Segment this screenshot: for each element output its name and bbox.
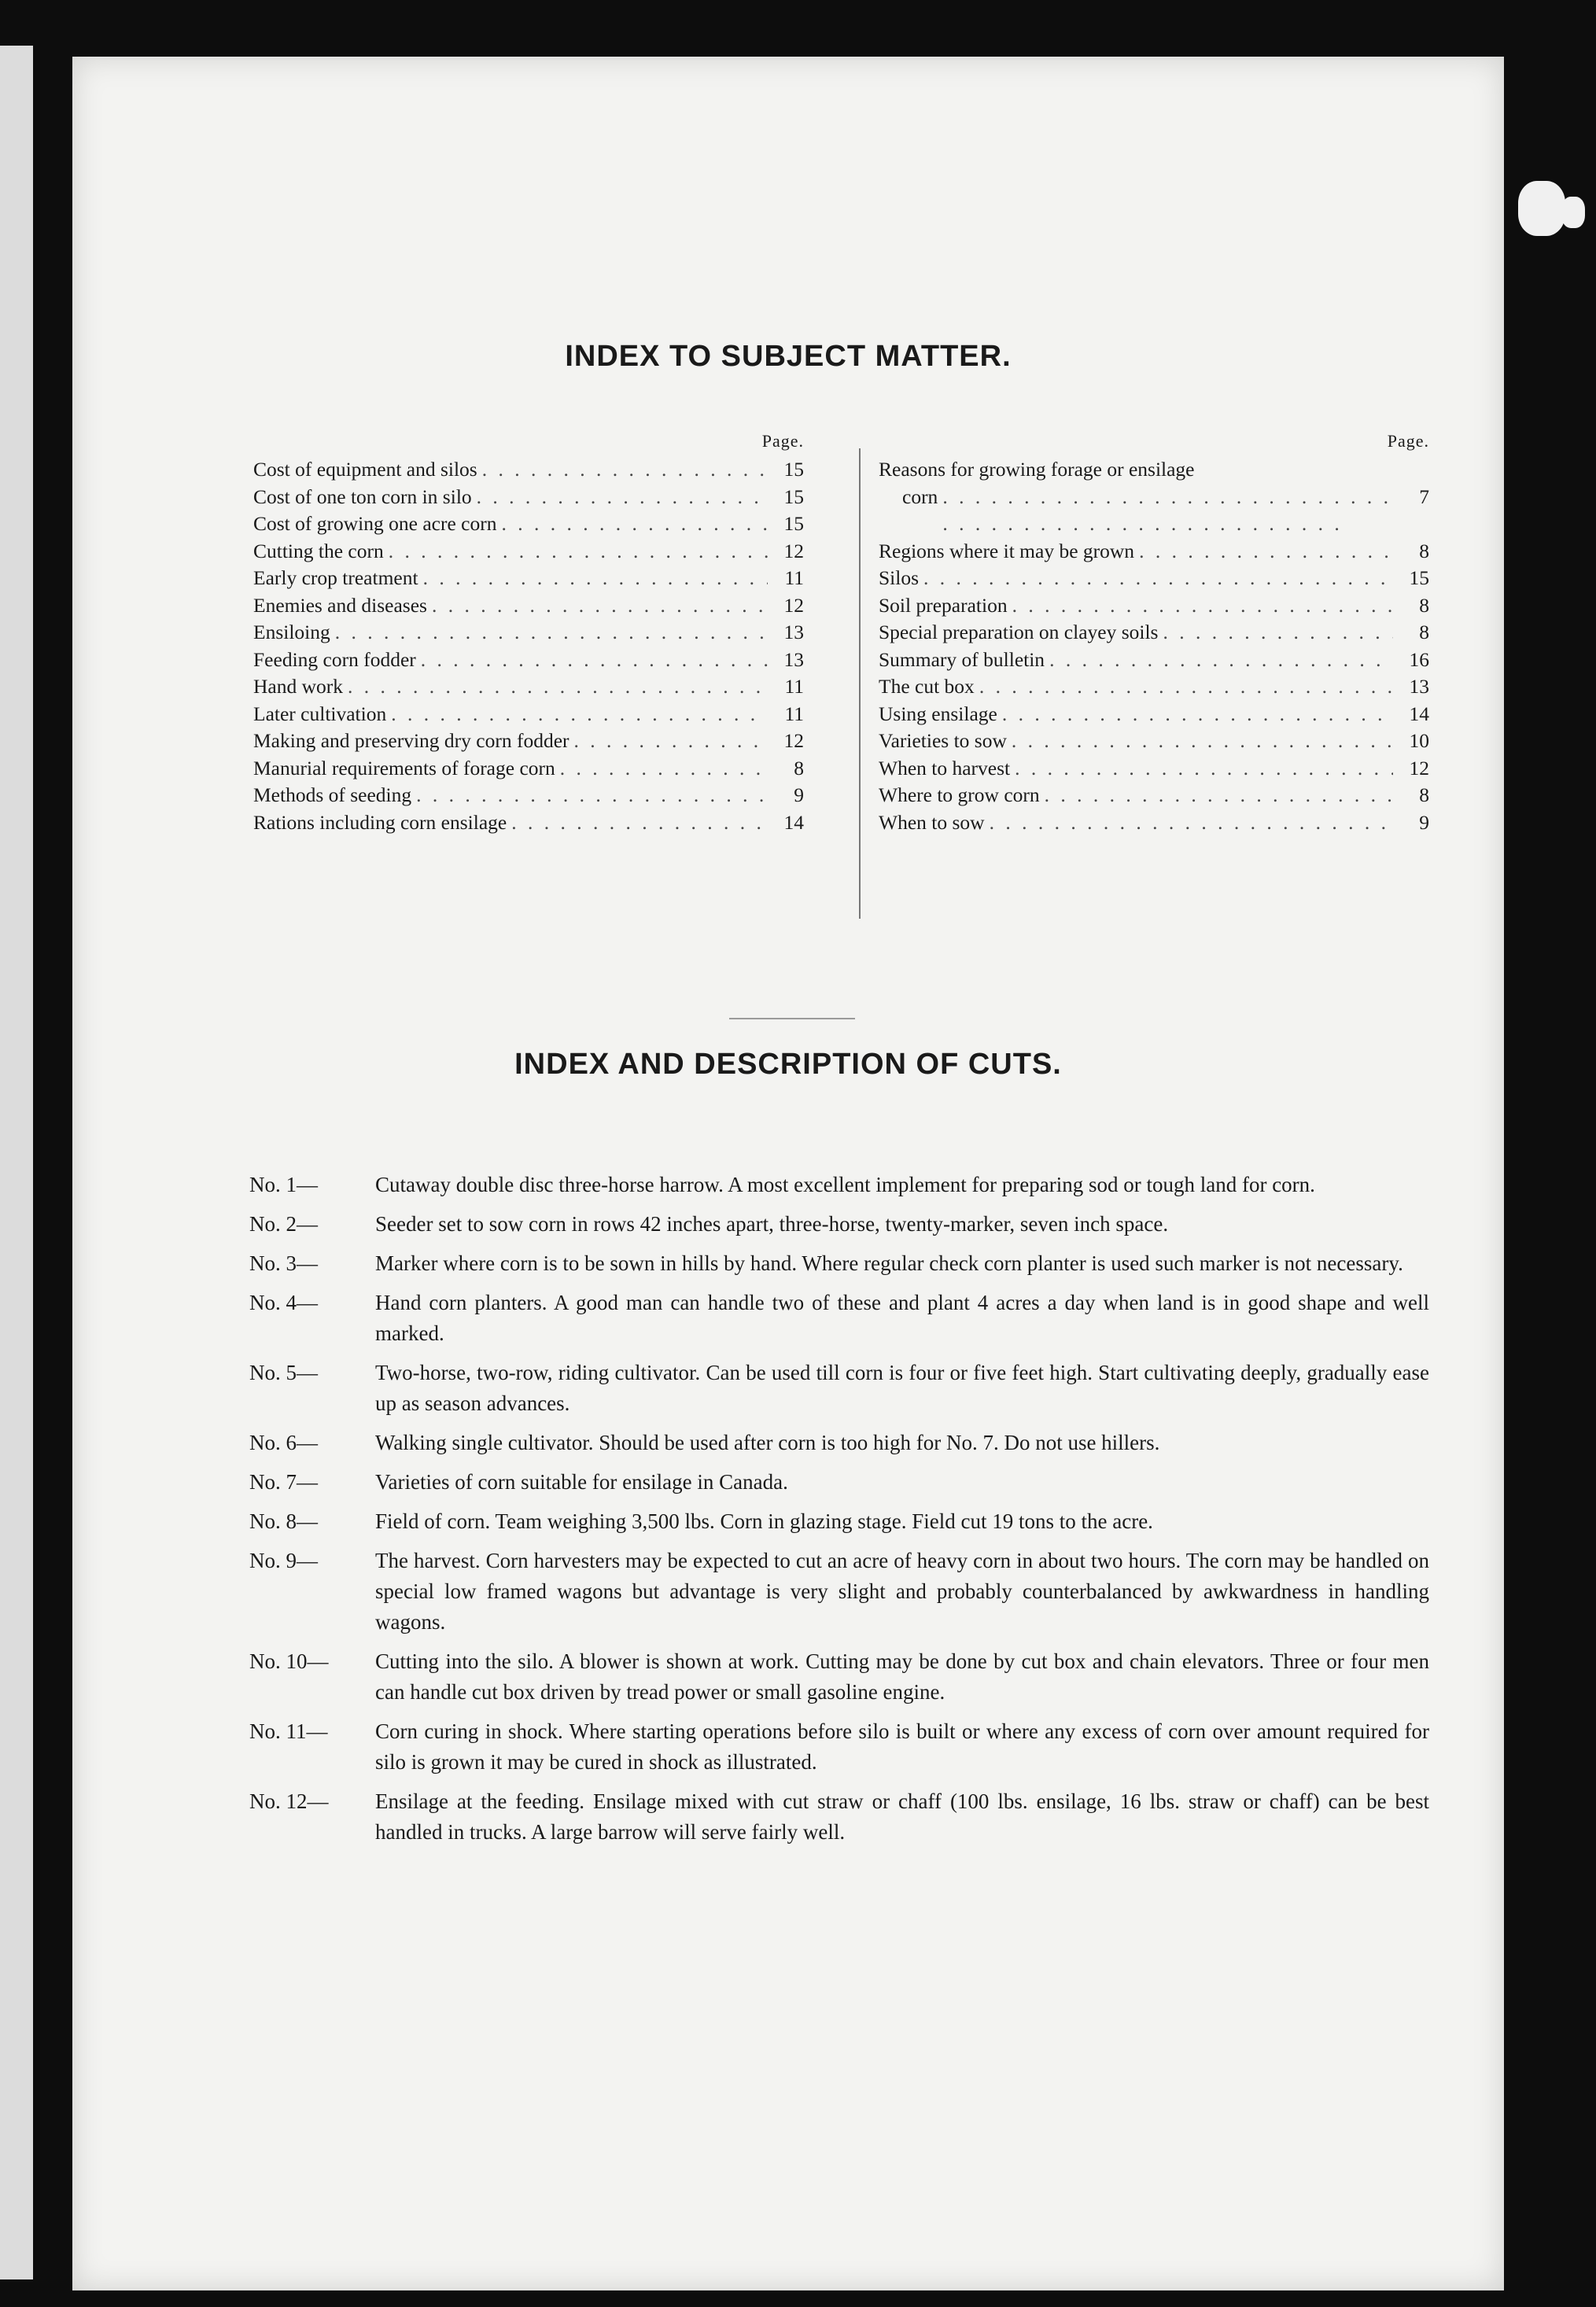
dot-leader <box>1012 592 1393 620</box>
index-entry-text: Varieties to sow <box>879 729 1007 752</box>
cut-number: No. 6— <box>249 1431 318 1454</box>
index-entry-text: Hand work <box>253 675 344 698</box>
dot-leader <box>501 510 768 538</box>
scan-speck <box>1518 181 1565 236</box>
index-entry-page: 8 <box>1419 783 1429 806</box>
index-entry-text: Later cultivation <box>253 702 387 725</box>
index-entry-text: When to harvest <box>879 756 1011 779</box>
cut-description: The harvest. Corn harvesters may be expected to cut an acre of heavy corn in about two hours. The corn may be handled on special low framed wagons but advantage is very slight and probably counterbalanced by awkwardness in handling wagons. <box>375 1549 1429 1634</box>
index-entry <box>253 484 804 511</box>
index-entry-text: Early crop treatment <box>253 566 418 589</box>
dot-leader <box>1012 728 1393 755</box>
cut-item <box>249 1170 1429 1200</box>
cuts-index-title: INDEX AND DESCRIPTION OF CUTS. <box>514 1048 1062 1081</box>
index-entry <box>253 565 804 592</box>
cut-item <box>249 1716 1429 1778</box>
index-entry-text: Where to grow corn <box>879 783 1040 806</box>
index-entry-text: Silos <box>879 566 920 589</box>
index-entry-text: corn <box>902 485 938 508</box>
dot-leader <box>1163 619 1393 647</box>
index-entry <box>253 538 804 566</box>
cut-number: No. 3— <box>249 1251 318 1275</box>
cut-number: No. 1— <box>249 1173 318 1196</box>
index-entry <box>879 701 1429 728</box>
index-entry <box>879 456 1429 538</box>
index-entry-text: Special preparation on clayey soils <box>879 621 1159 643</box>
dot-leader <box>432 592 768 620</box>
cut-item <box>249 1467 1429 1498</box>
cut-item <box>249 1428 1429 1458</box>
cut-description: Cutaway double disc three-horse harrow. A most excellent implement for preparing sod or tough land for corn. <box>375 1173 1315 1196</box>
index-entry-page: 12 <box>783 729 804 752</box>
index-entry <box>879 782 1429 809</box>
index-entry-text: Methods of seeding <box>253 783 412 806</box>
index-entry-page: 8 <box>1419 593 1429 617</box>
right-entries <box>879 538 1429 837</box>
index-entry-text: Reasons for growing forage or ensilage <box>879 458 1195 481</box>
document-page <box>72 57 1504 2290</box>
index-entry-page: 13 <box>1409 675 1429 698</box>
dot-leader <box>1045 782 1393 809</box>
page-column-label: Page. <box>1387 431 1429 451</box>
dot-leader <box>416 782 768 809</box>
page-column-label: Page. <box>761 431 804 451</box>
index-entry-text: Regions where it may be grown <box>879 539 1135 562</box>
cut-description: Ensilage at the feeding. Ensilage mixed with cut straw or chaff (100 lbs. ensilage, 16 lbs. straw or chaff) can be best handled in trucks. A large barrow will serve fairly well. <box>375 1789 1429 1844</box>
cut-number: No. 12— <box>249 1789 329 1813</box>
dot-leader <box>391 701 768 728</box>
index-entry-text: When to sow <box>879 810 985 834</box>
index-entry-page: 12 <box>783 593 804 617</box>
dot-leader <box>560 755 768 783</box>
index-entry-text: Summary of bulletin <box>879 647 1045 671</box>
index-entry-page: 11 <box>784 675 804 698</box>
index-entry-continuation <box>879 484 1429 538</box>
subject-index-left-column <box>253 426 804 836</box>
index-entry-page: 12 <box>1409 756 1429 779</box>
index-entry-page: 16 <box>1409 647 1429 671</box>
cut-item <box>249 1288 1429 1349</box>
index-entry-text: Rations including corn ensilage <box>253 810 507 834</box>
cut-number: No. 9— <box>249 1549 318 1572</box>
index-entry <box>253 456 804 484</box>
cut-item <box>249 1646 1429 1708</box>
cut-description: Two-horse, two-row, riding cultivator. Can be used till corn is four or five feet high. Start cultivating deeply, gradually ease up as season advances. <box>375 1361 1429 1415</box>
section-divider <box>729 1018 855 1019</box>
index-entry-page: 15 <box>783 458 804 481</box>
dot-leader <box>421 647 768 674</box>
cut-description: Marker where corn is to be sown in hills by hand. Where regular check corn planter is used such marker is not necessary. <box>375 1251 1403 1275</box>
cut-item <box>249 1786 1429 1848</box>
cut-number: No. 10— <box>249 1649 329 1673</box>
index-entry-page: 15 <box>783 485 804 508</box>
index-entry-page: 8 <box>1419 539 1429 562</box>
index-entry <box>879 619 1429 647</box>
subject-index-title: INDEX TO SUBJECT MATTER. <box>565 340 1012 373</box>
index-entry <box>253 809 804 837</box>
index-entry-page: 8 <box>794 756 804 779</box>
dot-leader <box>990 809 1393 837</box>
index-entry <box>253 673 804 701</box>
dot-leader <box>348 673 768 701</box>
index-entry <box>253 592 804 620</box>
dot-leader <box>389 538 768 566</box>
index-entry <box>253 755 804 783</box>
index-entry-text: Manurial requirements of forage corn <box>253 756 555 779</box>
left-entries <box>253 456 804 836</box>
index-entry-page: 15 <box>1409 566 1429 589</box>
cut-description: Field of corn. Team weighing 3,500 lbs. Corn in glazing stage. Field cut 19 tons to the acre. <box>375 1509 1153 1533</box>
cut-item <box>249 1506 1429 1537</box>
dot-leader <box>482 456 768 484</box>
subject-index-right-column <box>879 426 1429 836</box>
dot-leader <box>335 619 768 647</box>
index-entry-page: 9 <box>794 783 804 806</box>
index-entry <box>253 619 804 647</box>
index-entry-page: 10 <box>1409 729 1429 752</box>
index-entry-text: Ensiloing <box>253 621 330 643</box>
index-entry <box>879 647 1429 674</box>
cut-number: No. 11— <box>249 1719 328 1743</box>
index-entry-page: 11 <box>784 702 804 725</box>
cut-description: Seeder set to sow corn in rows 42 inches apart, three-horse, twenty-marker, seven inch space. <box>375 1212 1169 1236</box>
cut-item <box>249 1248 1429 1279</box>
index-entry <box>879 728 1429 755</box>
cut-item <box>249 1358 1429 1419</box>
index-entry <box>253 782 804 809</box>
cut-number: No. 8— <box>249 1509 318 1533</box>
index-entry-text: Feeding corn fodder <box>253 647 416 671</box>
dot-leader <box>1049 647 1393 674</box>
index-entry-text: Cutting the corn <box>253 539 384 562</box>
cuts-list <box>249 1170 1429 1856</box>
cut-description: Walking single cultivator. Should be used after corn is too high for No. 7. Do not use hillers. <box>375 1431 1160 1454</box>
index-entry-text: Cost of one ton corn in silo <box>253 485 472 508</box>
dot-leader <box>942 484 1393 538</box>
index-entry-text: Making and preserving dry corn fodder <box>253 729 569 752</box>
cut-item <box>249 1209 1429 1240</box>
index-entry-page: 9 <box>1419 810 1429 834</box>
dot-leader <box>1002 701 1393 728</box>
dot-leader <box>511 809 768 837</box>
index-entry <box>253 701 804 728</box>
cut-description: Hand corn planters. A good man can handle two of these and plant 4 acres a day when land is in good shape and well marked. <box>375 1291 1429 1345</box>
dot-leader <box>1139 538 1393 566</box>
cut-description: Varieties of corn suitable for ensilage in Canada. <box>375 1470 788 1494</box>
cut-description: Cutting into the silo. A blower is shown at work. Cutting may be done by cut box and chain elevators. Three or four men can handle cut box driven by tread power or small gasoline engine. <box>375 1649 1429 1704</box>
index-entry-text: Cost of equipment and silos <box>253 458 477 481</box>
cut-item <box>249 1546 1429 1638</box>
index-entry <box>253 510 804 538</box>
index-entry <box>879 755 1429 783</box>
index-entry-page: 7 <box>1419 485 1429 508</box>
index-entry <box>879 565 1429 592</box>
index-entry <box>879 538 1429 566</box>
index-entry-text: The cut box <box>879 675 975 698</box>
dot-leader <box>979 673 1393 701</box>
dot-leader <box>574 728 768 755</box>
index-entry-text: Enemies and diseases <box>253 593 427 617</box>
index-entry <box>253 647 804 674</box>
index-entry <box>253 728 804 755</box>
index-entry-page: 14 <box>1409 702 1429 725</box>
index-entry-page: 11 <box>784 566 804 589</box>
index-entry-page: 13 <box>783 621 804 643</box>
index-entry-page: 12 <box>783 539 804 562</box>
index-entry-text: Using ensilage <box>879 702 997 725</box>
cut-number: No. 2— <box>249 1212 318 1236</box>
index-entry-page: 13 <box>783 647 804 671</box>
index-entry-page: 8 <box>1419 621 1429 643</box>
dot-leader <box>477 484 768 511</box>
cut-number: No. 4— <box>249 1291 318 1314</box>
index-entry <box>879 673 1429 701</box>
index-entry-page: 15 <box>783 512 804 535</box>
index-entry-text: Cost of growing one acre corn <box>253 512 497 535</box>
cut-number: No. 7— <box>249 1470 318 1494</box>
scan-speck <box>1561 197 1585 228</box>
index-entry-page: 14 <box>783 810 804 834</box>
cut-description: Corn curing in shock. Where starting operations before silo is built or where any excess of corn over amount required for silo is grown it may be cured in shock as illustrated. <box>375 1719 1429 1774</box>
index-entry <box>879 592 1429 620</box>
dot-leader <box>1015 755 1393 783</box>
subject-index-table <box>253 426 1429 926</box>
column-divider <box>859 448 861 919</box>
dot-leader <box>923 565 1393 592</box>
cut-number: No. 5— <box>249 1361 318 1384</box>
dot-leader <box>423 565 768 592</box>
index-entry-text: Soil preparation <box>879 593 1008 617</box>
index-entry <box>879 809 1429 837</box>
adjacent-page-edge <box>0 46 33 2279</box>
